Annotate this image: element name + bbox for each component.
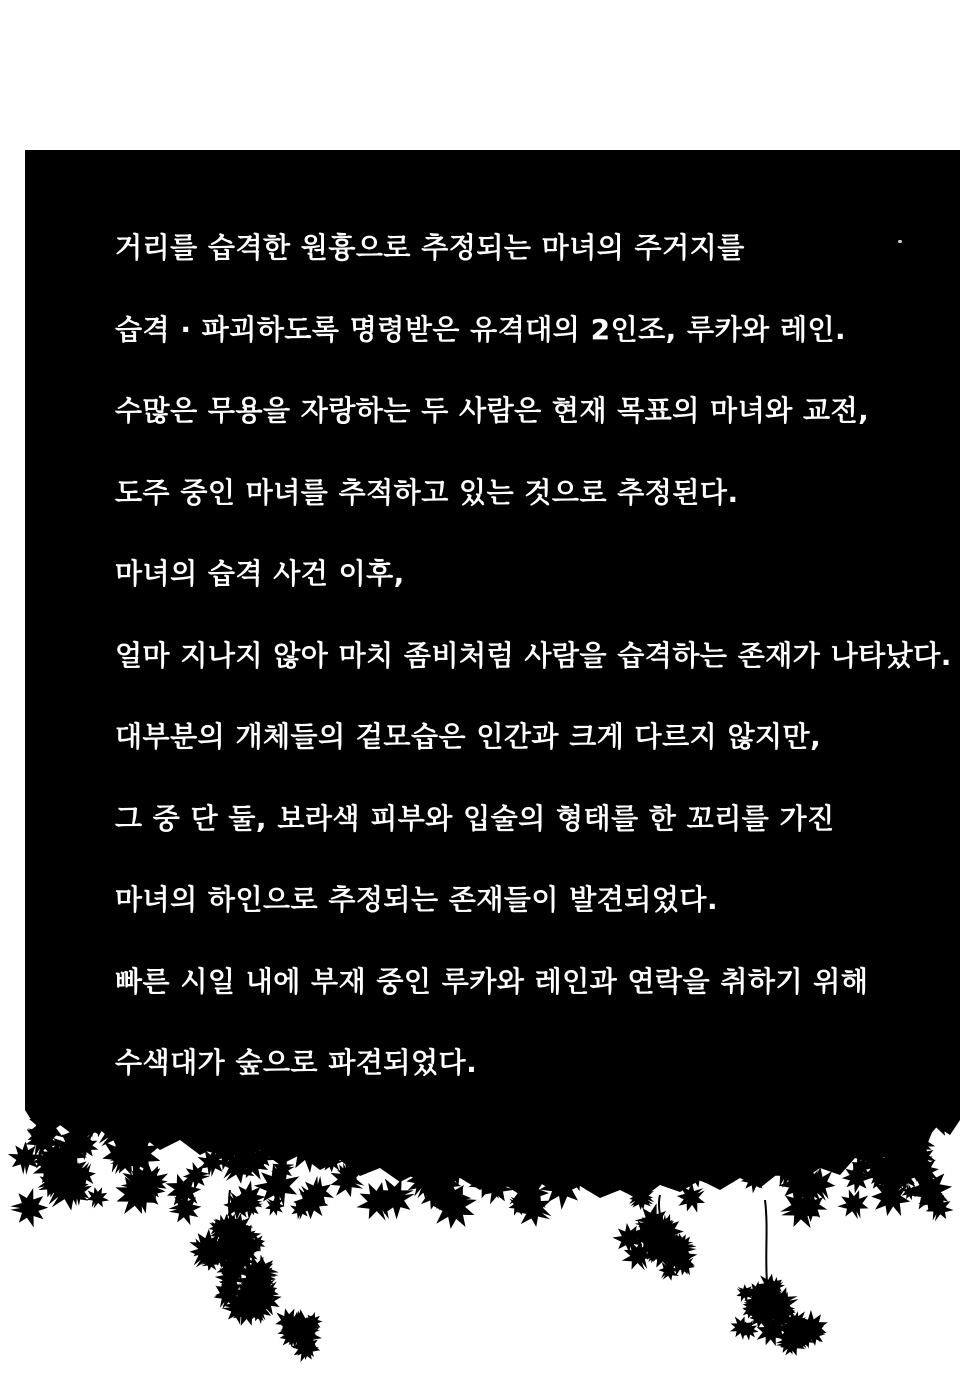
narration-line: 습격 · 파괴하도록 명령받은 유격대의 2인조, 루카와 레인. bbox=[115, 312, 847, 346]
narration-text bbox=[115, 225, 952, 1122]
maple-leaf bbox=[10, 1188, 48, 1228]
narration-line: 마녀의 습격 사건 이후, bbox=[115, 557, 405, 590]
narration-line: 도주 중인 마녀를 추적하고 있는 것으로 추정된다. bbox=[115, 475, 739, 509]
narration-line: 그 중 단 둘, 보라색 피부와 입술의 형태를 한 꼬리를 가진 bbox=[115, 801, 835, 835]
narration-line: 거리를 습격한 원흉으로 추정되는 마녀의 주거지를 bbox=[115, 231, 745, 264]
maple-leaf bbox=[833, 1184, 874, 1224]
narration-line: 대부분의 개체들의 겉모습은 인간과 크게 다르지 않지만, bbox=[115, 720, 822, 753]
narration-line: 빠른 시일 내에 부재 중인 루카와 레인과 연락을 취하기 위해 bbox=[115, 964, 869, 998]
narration-line: 얼마 지나지 않아 마치 좀비처럼 사람을 습격하는 존재가 나타났다. bbox=[115, 638, 952, 672]
narration-line: 수많은 무용을 자랑하는 두 사람은 현재 목표의 마녀와 교전, bbox=[115, 394, 870, 427]
narration-line: 수색대가 숲으로 파견되었다. bbox=[115, 1046, 478, 1079]
narration-line: 마녀의 하인으로 추정되는 존재들이 발견되었다. bbox=[115, 883, 719, 916]
